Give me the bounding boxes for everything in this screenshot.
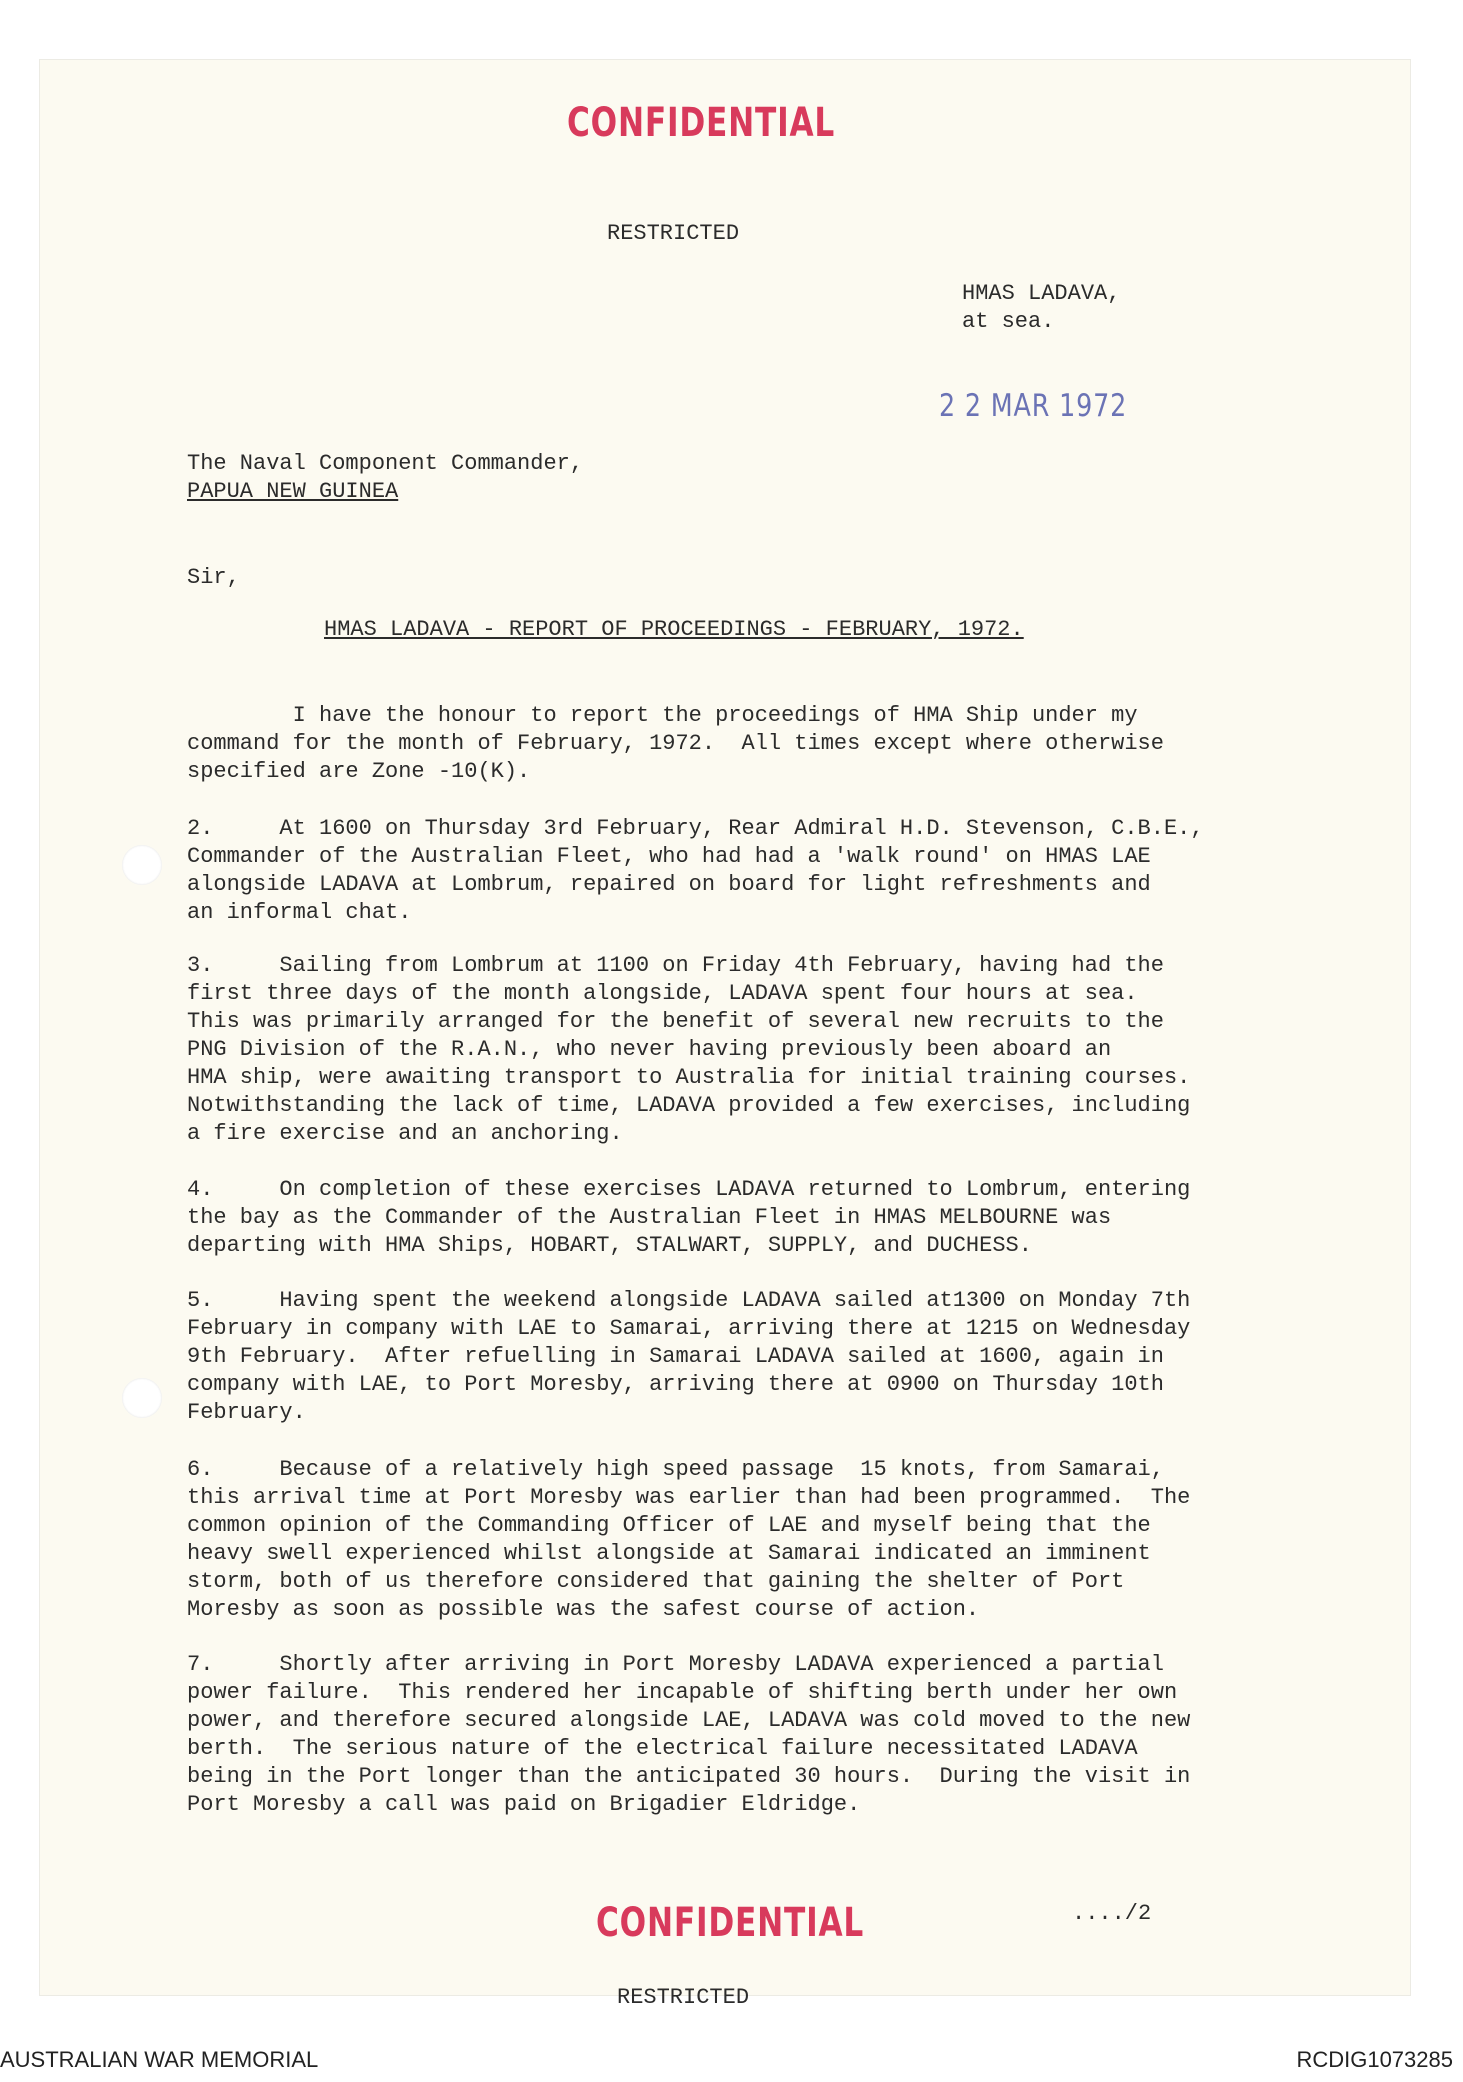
paragraph-line: being in the Port longer than the anticipated 30 hours. During the visit in xyxy=(187,1764,1191,1789)
paragraph-line: 6. Because of a relatively high speed passage 15 knots, from Samarai, xyxy=(187,1457,1164,1482)
punch-hole xyxy=(122,845,162,885)
paragraph-line: the bay as the Commander of the Australian Fleet in HMAS MELBOURNE was xyxy=(187,1205,1112,1230)
addressee-line-1: The Naval Component Commander, xyxy=(187,451,584,476)
paragraph-line: power, and therefore secured alongside LAE, LADAVA was cold moved to the new xyxy=(187,1708,1191,1733)
sender-line-2: at sea. xyxy=(962,309,1055,334)
classification-top: RESTRICTED xyxy=(607,221,740,246)
paragraph-line: heavy swell experienced whilst alongside at Samarai indicated an imminent xyxy=(187,1541,1151,1566)
sender-line-1: HMAS LADAVA, xyxy=(962,281,1121,306)
paragraph-line: HMA ship, were awaiting transport to Australia for initial training courses. xyxy=(187,1065,1191,1090)
paragraph-line: PNG Division of the R.A.N., who never having previously been aboard an xyxy=(187,1037,1112,1062)
footer-record-id: RCDIG1073285 xyxy=(1296,2047,1453,2072)
paragraph-line: alongside LADAVA at Lombrum, repaired on board for light refreshments and xyxy=(187,872,1151,897)
paragraph-2 xyxy=(187,815,1257,927)
paragraph-line: power failure. This rendered her incapable of shifting berth under her own xyxy=(187,1680,1178,1705)
paragraph-line: this arrival time at Port Moresby was earlier than had been programmed. The xyxy=(187,1485,1191,1510)
paragraph-line: 3. Sailing from Lombrum at 1100 on Friday 4th February, having had the xyxy=(187,953,1164,978)
paragraph-intro xyxy=(187,702,1257,786)
paragraph-line: common opinion of the Commanding Officer of LAE and myself being that the xyxy=(187,1513,1151,1538)
paragraph-4 xyxy=(187,1176,1257,1260)
paragraph-line: This was primarily arranged for the benefit of several new recruits to the xyxy=(187,1009,1164,1034)
paragraph-line: 4. On completion of these exercises LADAVA returned to Lombrum, entering xyxy=(187,1177,1191,1202)
paragraph-line: 9th February. After refuelling in Samarai LADAVA sailed at 1600, again in xyxy=(187,1344,1164,1369)
subject-line: HMAS LADAVA - REPORT OF PROCEEDINGS - FEBRUARY, 1972. xyxy=(324,617,1024,642)
paragraph-line: company with LAE, to Port Moresby, arriving there at 0900 on Thursday 10th xyxy=(187,1372,1164,1397)
paragraph-line: 2. At 1600 on Thursday 3rd February, Rear Admiral H.D. Stevenson, C.B.E., xyxy=(187,816,1204,841)
paragraph-line: command for the month of February, 1972. All times except where otherwise xyxy=(187,731,1164,756)
classification-bottom-clip xyxy=(617,1984,750,2010)
paragraph-line: 5. Having spent the weekend alongside LADAVA sailed at1300 on Monday 7th xyxy=(187,1288,1191,1313)
paragraph-line: I have the honour to report the proceedings of HMA Ship under my xyxy=(187,703,1138,728)
paragraph-line: Port Moresby a call was paid on Brigadier Eldridge. xyxy=(187,1792,861,1817)
footer-institution: AUSTRALIAN WAR MEMORIAL xyxy=(0,2047,319,2072)
punch-hole xyxy=(122,1378,162,1418)
paragraph-line: specified are Zone -10(K). xyxy=(187,759,531,784)
paragraph-line: February in company with LAE to Samarai, arriving there at 1215 on Wednesday xyxy=(187,1316,1191,1341)
paragraph-7 xyxy=(187,1651,1257,1819)
addressee-line-2: PAPUA NEW GUINEA xyxy=(187,479,399,504)
classification-bottom: RESTRICTED xyxy=(617,1985,750,2010)
paragraph-line: storm, both of us therefore considered that gaining the shelter of Port xyxy=(187,1569,1125,1594)
paragraph-line: 7. Shortly after arriving in Port Moresby LADAVA experienced a partial xyxy=(187,1652,1164,1677)
paragraph-line: Commander of the Australian Fleet, who had had a 'walk round' on HMAS LAE xyxy=(187,844,1151,869)
paragraph-line: departing with HMA Ships, HOBART, STALWART, SUPPLY, and DUCHESS. xyxy=(187,1233,1032,1258)
paragraph-line: first three days of the month alongside, LADAVA spent four hours at sea. xyxy=(187,981,1138,1006)
paragraph-5 xyxy=(187,1287,1257,1427)
salutation: Sir, xyxy=(187,565,240,590)
paragraph-3 xyxy=(187,952,1257,1148)
page-continuation: ..../2 xyxy=(1072,1901,1152,1926)
date-stamp: 2 2 MAR 1972 xyxy=(939,388,1128,424)
confidential-stamp-bottom: CONFIDENTIAL xyxy=(596,1900,865,1946)
paragraph-line: Notwithstanding the lack of time, LADAVA provided a few exercises, including xyxy=(187,1093,1191,1118)
paragraph-line: an informal chat. xyxy=(187,900,412,925)
paragraph-line: Moresby as soon as possible was the safest course of action. xyxy=(187,1597,980,1622)
paragraph-line: a fire exercise and an anchoring. xyxy=(187,1121,623,1146)
paragraph-line: berth. The serious nature of the electrical failure necessitated LADAVA xyxy=(187,1736,1138,1761)
paragraph-line: February. xyxy=(187,1400,306,1425)
confidential-stamp-top: CONFIDENTIAL xyxy=(567,100,836,146)
paragraph-6 xyxy=(187,1456,1257,1624)
